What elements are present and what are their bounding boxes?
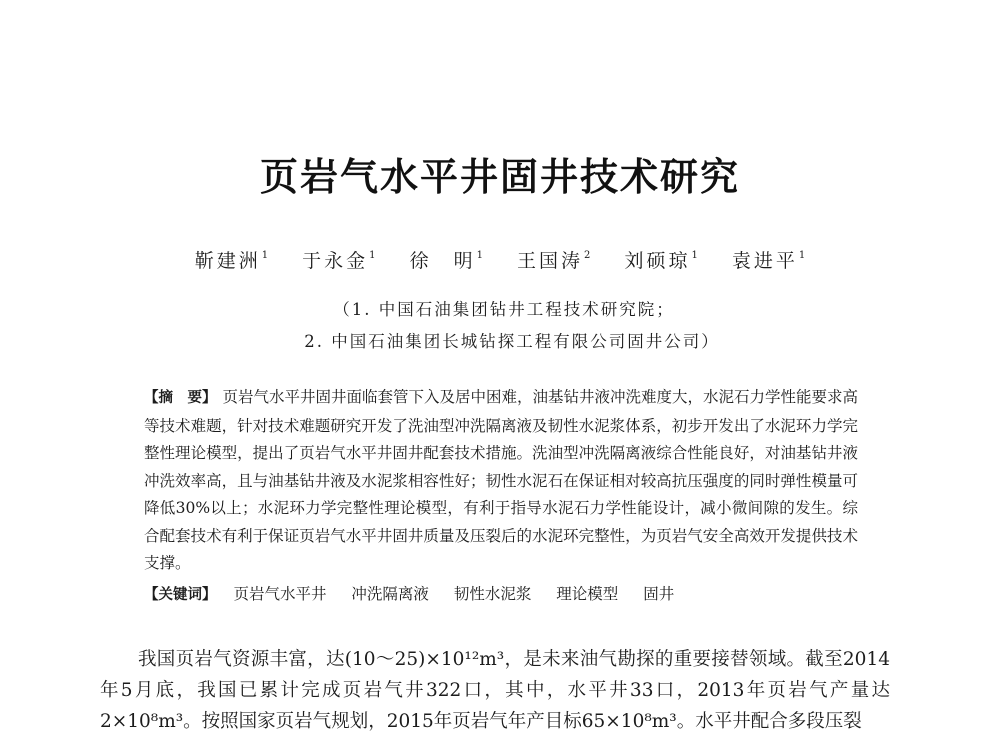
author-name: 徐 明 <box>409 250 476 272</box>
paper-title: 页岩气水平井固井技术研究 <box>259 155 740 199</box>
author-name: 王国涛 <box>517 250 584 272</box>
author <box>302 246 375 273</box>
body-line: 2×10⁸m³。按照国家页岩气规划，2015年页岩气年产目标65×10⁸m³。水平井配合多段压裂 <box>100 711 862 732</box>
author-name: 于永金 <box>302 250 369 272</box>
author-list <box>0 246 1000 273</box>
author-affiliation-mark: 1 <box>261 250 269 261</box>
affiliation-2: 2. 中国石油集团长城钻探工程有限公司固井公司） <box>304 332 720 351</box>
author-affiliation-mark: 2 <box>584 250 591 261</box>
author <box>195 246 268 273</box>
keyword: 冲洗隔离液 <box>351 585 429 603</box>
keyword: 页岩气水平井 <box>233 585 327 603</box>
abstract-text: 页岩气水平井固井面临套管下入及居中困难，油基钻井液冲洗难度大，水泥石力学性能要求高等技术难题，针对技术难题研究开发了洗油型冲洗隔离液及韧性水泥浆体系，初步开发出了水泥环力学完整性理论模型，提出了页岩气水平井固井配套技术措施。洗油型冲洗隔离液综合性能良好，对油基钻井液冲洗效率高，且与油基钻井液及水泥浆相容性好；韧性水泥石在保证相对较高抗压强度的同时弹性模量可降低30%以上；水泥环力学完整性理论模型，有利于指导水泥石力学性能设计，减小微间隙的发生。综合配套技术有利于保证页岩气水平井固井质量及压裂后的水泥环完整性，为页岩气安全高效开发提供技术支撑。 <box>144 388 859 572</box>
keywords-label: 【关键词】 <box>144 587 217 603</box>
author <box>732 246 805 273</box>
affiliation-1: （1. 中国石油集团钻井工程技术研究院； <box>333 300 675 319</box>
author <box>624 246 697 273</box>
abstract <box>144 384 858 578</box>
body-paragraph <box>100 644 890 737</box>
body-line: 我国页岩气资源丰富，达(10～25)×10¹²m³，是未来油气勘探的重要接替领域。截至 <box>138 649 843 670</box>
author-name: 靳建洲 <box>194 250 261 272</box>
author-name: 刘硕琼 <box>624 250 691 272</box>
author <box>410 246 483 273</box>
author-name: 袁进平 <box>731 250 798 272</box>
keyword: 理论模型 <box>556 585 619 603</box>
abstract-label: 【摘 要】 <box>144 390 217 406</box>
author-affiliation-mark: 1 <box>476 250 483 261</box>
keywords <box>144 582 858 604</box>
body-line: 2014年5月底，我国已累计完成页岩气井322口，其中，水平井33口，2013年页岩气产量达 <box>100 649 890 701</box>
author-affiliation-mark: 1 <box>691 250 698 261</box>
author-affiliation-mark: 1 <box>369 250 376 261</box>
author-affiliation-mark: 1 <box>798 250 806 261</box>
keyword: 韧性水泥浆 <box>453 585 532 603</box>
keyword: 固井 <box>643 585 675 603</box>
author <box>517 246 590 273</box>
